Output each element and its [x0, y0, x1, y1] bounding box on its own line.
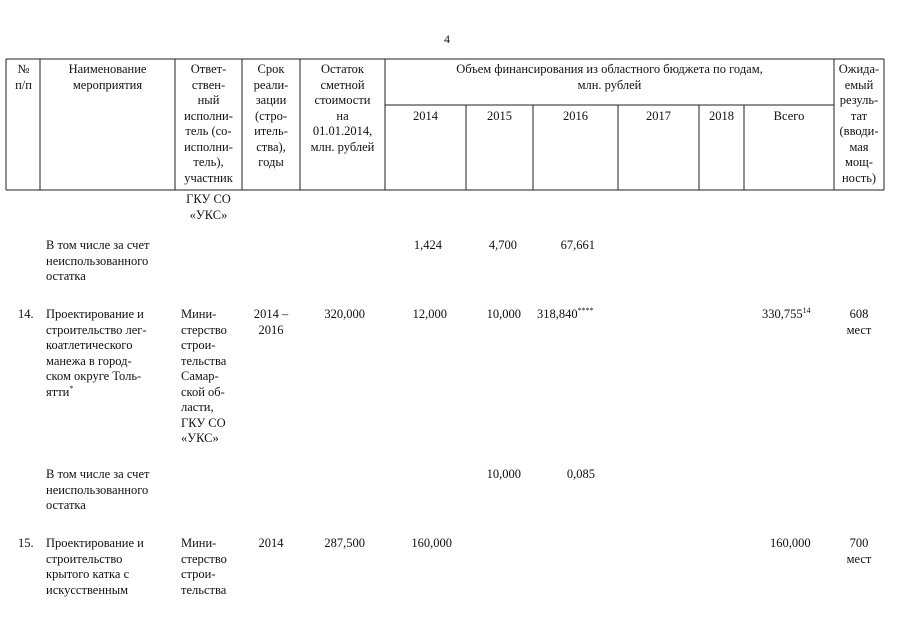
table-row-executor: Мини- стерство строи- тельства [181, 536, 227, 597]
table-cell-result: 608 мест [846, 307, 872, 337]
header-remaining-cost: Остаток сметной стоимости на 01.01.2014, млн. рублей [310, 62, 375, 154]
executor-continuation: ГКУ СО «УКС» [186, 192, 231, 222]
row-number: 14. [18, 307, 34, 321]
table-cell-2015: 4,700 [488, 238, 517, 252]
page-number: 4 [444, 32, 450, 46]
table-cell-2016: 0,085 [566, 467, 595, 481]
table-cell-2014: 12,000 [412, 307, 447, 321]
header-funding-title: Объем финансирования из областного бюджета по годам, млн. рублей [456, 62, 763, 92]
table-row-term: 2014 – 2016 [253, 307, 289, 337]
table-row-term: 2014 [258, 536, 284, 550]
header-total: Всего [773, 109, 805, 123]
table-cell-total: 330,755$^{14}$ [762, 305, 811, 321]
header-year-2017: 2017 [646, 109, 671, 123]
table-row-name: Проектирование и строительство крытого катка с искусственным [46, 536, 144, 597]
table-cell-remaining: 320,000 [324, 307, 365, 321]
header-executor: Ответ- ствен- ный исполни- тель (со- исполни- тель), участник [184, 62, 233, 185]
table-cell-2014: 1,424 [413, 238, 442, 252]
table-cell-2016: 67,661 [560, 238, 595, 252]
footnote-mark: * [69, 383, 74, 393]
table-cell-total: 160,000 [770, 536, 811, 550]
header-year-2018: 2018 [709, 109, 734, 123]
table-cell-2015: 10,000 [486, 307, 521, 321]
table-row-executor: Мини- стерство строи- тельства Самар- ской об- ласти, ГКУ СО «УКС» [181, 307, 227, 445]
header-term: Срок реали- зации (стро- итель- ства), годы [253, 62, 289, 169]
table-cell-remaining: 287,500 [324, 536, 365, 550]
footnote-mark: 14 [802, 305, 811, 315]
table-cell-2014: 160,000 [411, 536, 452, 550]
header-year-2015: 2015 [487, 109, 512, 123]
table-cell-2015: 10,000 [486, 467, 521, 481]
footnote-mark: **** [577, 305, 594, 315]
table-cell-2016: 318,840**** [537, 305, 594, 321]
header-name: Наименование мероприятия [68, 62, 147, 92]
table-row-name: В том числе за счет неиспользованного остатка [46, 238, 150, 283]
header-year-2016: 2016 [563, 109, 588, 123]
header-num: № п/п [15, 62, 32, 92]
table-row-name: В том числе за счет неиспользованного остатка [46, 467, 150, 512]
table-cell-result: 700 мест [846, 536, 872, 566]
header-expected-result: Ожида- емый резуль- тат (вводи- мая мощ- ность) [838, 62, 880, 185]
row-number: 15. [18, 536, 34, 550]
header-year-2014: 2014 [413, 109, 438, 123]
table-row-name: Проектирование и строительство лег- коатлетического манежа в город- ском округе Толь- ятти* [46, 307, 147, 399]
